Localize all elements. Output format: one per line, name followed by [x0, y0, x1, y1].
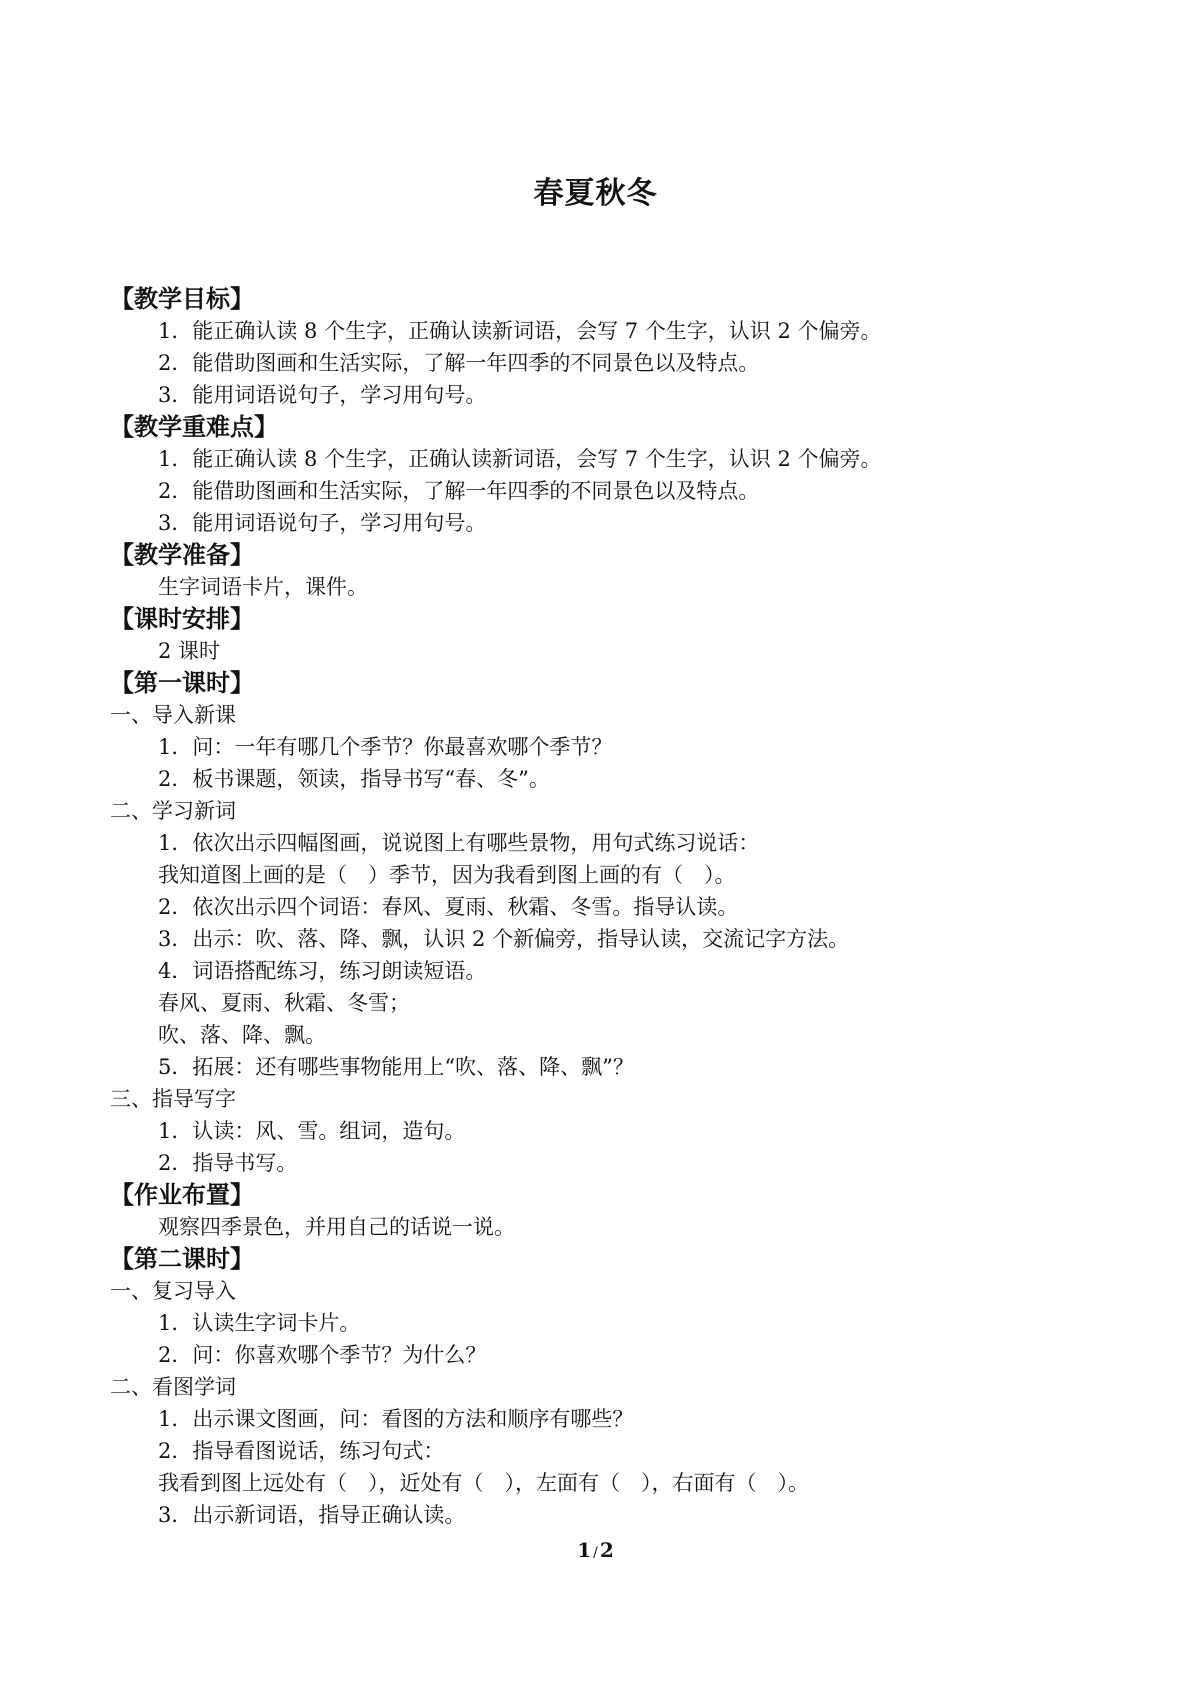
- list-item: 2．指导书写。: [158, 1151, 298, 1175]
- list-item: 4．词语搭配练习，练习朗读短语。: [158, 959, 487, 983]
- subsection-heading: 一、复习导入: [110, 1279, 236, 1303]
- page-number: [0, 1538, 1191, 1562]
- section-heading: 【第一课时】: [110, 668, 254, 697]
- section-heading: 【课时安排】: [110, 604, 254, 633]
- section-heading: 【作业布置】: [110, 1180, 254, 1209]
- list-item: 1．依次出示四幅图画，说说图上有哪些景物，用句式练习说话：: [158, 831, 760, 855]
- section-heading: 【第二课时】: [110, 1244, 254, 1273]
- list-item: 1．能正确认读 8 个生字，正确认读新词语，会写 7 个生字，认识 2 个偏旁。: [158, 447, 882, 471]
- list-item: 3．出示新词语，指导正确认读。: [158, 1503, 466, 1527]
- document-body: [110, 283, 1110, 1531]
- list-item: 我看到图上远处有（ ），近处有（ ），左面有（ ），右面有（ ）。: [158, 1471, 809, 1495]
- list-item: 1．问：一年有哪几个季节？你最喜欢哪个季节？: [158, 735, 613, 759]
- subsection-heading: 二、看图学词: [110, 1375, 236, 1399]
- section-heading: 【教学重难点】: [110, 412, 278, 441]
- list-item: 2．问：你喜欢哪个季节？为什么？: [158, 1343, 487, 1367]
- list-item: 2 课时: [158, 639, 221, 663]
- list-item: 2．依次出示四个词语：春风、夏雨、秋霜、冬雪。指导认读。: [158, 895, 739, 919]
- list-item: 1．认读：风、雪。组词，造句。: [158, 1119, 466, 1143]
- section-heading: 【教学目标】: [110, 284, 254, 313]
- section-heading: 【教学准备】: [110, 540, 254, 569]
- list-item: 生字词语卡片，课件。: [158, 575, 368, 599]
- list-item: 2．能借助图画和生活实际，了解一年四季的不同景色以及特点。: [158, 479, 760, 503]
- page-number-total: 2: [599, 1538, 614, 1562]
- list-item: 3．能用词语说句子，学习用句号。: [158, 383, 487, 407]
- list-item: 2．板书课题，领读，指导书写“春、冬”。: [158, 767, 550, 791]
- subsection-heading: 一、导入新课: [110, 703, 236, 727]
- list-item: 春风、夏雨、秋霜、冬雪；: [158, 991, 410, 1015]
- list-item: 观察四季景色，并用自己的话说一说。: [158, 1215, 515, 1239]
- subsection-heading: 三、指导写字: [110, 1087, 236, 1111]
- list-item: 5．拓展：还有哪些事物能用上“吹、落、降、飘”？: [158, 1055, 634, 1079]
- list-item: 我知道图上画的是（ ）季节，因为我看到图上画的有（ ）。: [158, 863, 736, 887]
- list-item: 1．出示课文图画，问：看图的方法和顺序有哪些？: [158, 1407, 634, 1431]
- list-item: 3．能用词语说句子，学习用句号。: [158, 511, 487, 535]
- page-title: 春夏秋冬: [533, 176, 658, 211]
- list-item: 1．认读生字词卡片。: [158, 1311, 361, 1335]
- list-item: 2．能借助图画和生活实际，了解一年四季的不同景色以及特点。: [158, 351, 760, 375]
- page-number-separator: /: [593, 1545, 598, 1561]
- list-item: 3．出示：吹、落、降、飘，认识 2 个新偏旁，指导认读，交流记字方法。: [158, 927, 850, 951]
- subsection-heading: 二、学习新词: [110, 799, 236, 823]
- list-item: 2．指导看图说话，练习句式：: [158, 1439, 445, 1463]
- list-item: 吹、落、降、飘。: [158, 1023, 326, 1047]
- list-item: 1．能正确认读 8 个生字，正确认读新词语，会写 7 个生字，认识 2 个偏旁。: [158, 319, 882, 343]
- page-number-current: 1: [577, 1538, 592, 1562]
